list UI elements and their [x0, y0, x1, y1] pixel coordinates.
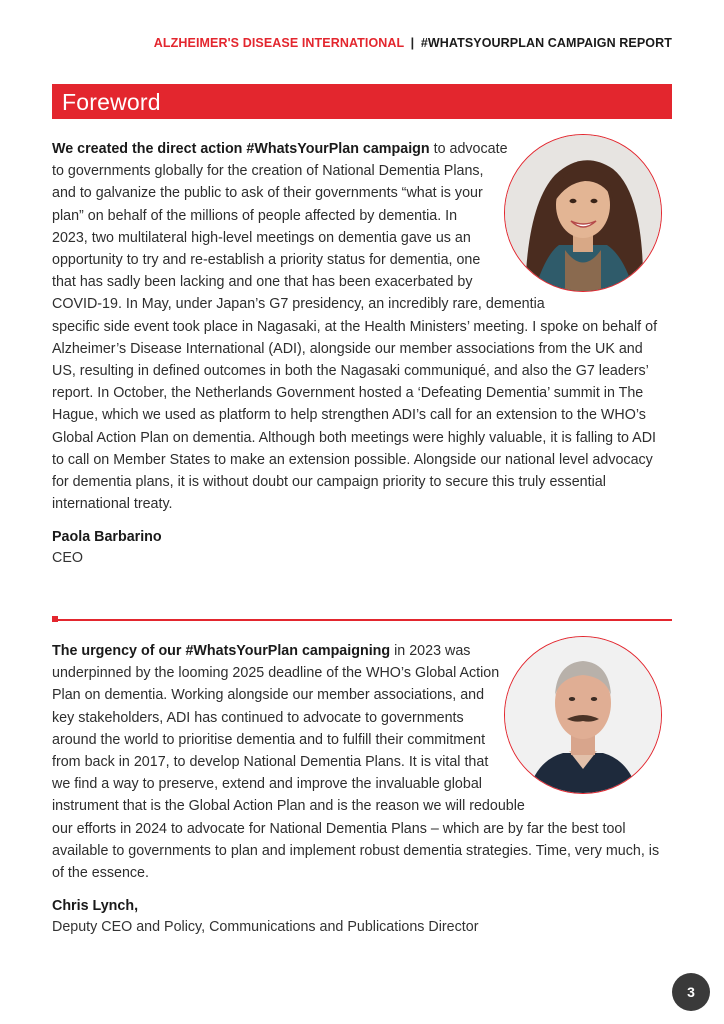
portrait-illustration-woman: [505, 135, 661, 291]
body-text: to advocate to governments globally for the creation of National Dementia Plans, and to galvanize the public to ask of their governments “what is your plan” on behalf of the millions of people affected by dementia. In 2023, two multilateral high-level meetings on dementia gave us an opportunity to try and re-establish a priority status for dementia, one that has sadly been lacking and one that has been exacerbated by COVID-19. In May, under Japan’s G7 presidency, an incredibly rare, dementia specific side event took place in Nagasaki, at the Health Ministers’ meeting. I spoke on behalf of Alzheimer’s Disease International (ADI), alongside our member associations from the UK and US, resulting in defined outcomes in both the Nagasaki communiqué, and also the G7 leaders’ report. In October, the Netherlands Government hosted a ‘Defeating Dementia’ summit in The Hague, which we used as platform to help strengthen ADI’s call for an extension to the WHO’s Global Action Plan on dementia. Although both meetings were highly valuable, it is falling to ADI to call on Member States to make an extension possible. Alongside our national level advocacy for dementia plans, it is without doubt our campaign priority to secure this truly essential international treaty.: [52, 141, 658, 513]
author-name: Paola Barbarino: [52, 529, 162, 546]
header-report-title: #WHATSYOURPLAN CAMPAIGN REPORT: [420, 36, 672, 50]
author-name: Chris Lynch,: [52, 898, 139, 915]
section-divider: [52, 619, 672, 621]
page-number-badge: 3: [672, 973, 710, 1011]
portrait-illustration-man: [505, 637, 661, 793]
author-role: Deputy CEO and Policy, Communications and Publications Director: [52, 919, 479, 936]
lead-text: The urgency of our #WhatsYourPlan campaigning: [52, 643, 391, 659]
body-text: in 2023 was underpinned by the looming 2025 deadline of the WHO’s Global Action Plan on dementia. Working alongside our member associations, and key stakeholders, ADI has continued to advocate to governments around the world to prioritise dementia and to fulfill their commitment from back in 2017, to develop National Dementia Plans. It is vital that we find a way to preserve, extend and improve the invaluable global instrument that is the Global Action Plan and is the reason we will redouble our efforts in 2024 to advocate for National Dementia Plans – which are by far the best tool available to governments to plan and implement robust dementia strategies. Time, very much, is of the essence.: [52, 643, 660, 882]
foreword-ceo: [52, 138, 664, 569]
divider-marker: [52, 616, 58, 622]
author-role: CEO: [52, 550, 83, 567]
lead-text: We created the direct action #WhatsYourPlan campaign: [52, 141, 430, 157]
portrait-paola-barbarino: [504, 134, 662, 292]
portrait-chris-lynch: [504, 636, 662, 794]
header-organization: ALZHEIMER'S DISEASE INTERNATIONAL: [153, 36, 405, 50]
section-banner: [52, 84, 672, 119]
running-header: [154, 36, 672, 50]
section-title: Foreword: [62, 89, 161, 115]
header-separator: |: [410, 36, 415, 50]
foreword-deputy-ceo: [52, 640, 664, 938]
